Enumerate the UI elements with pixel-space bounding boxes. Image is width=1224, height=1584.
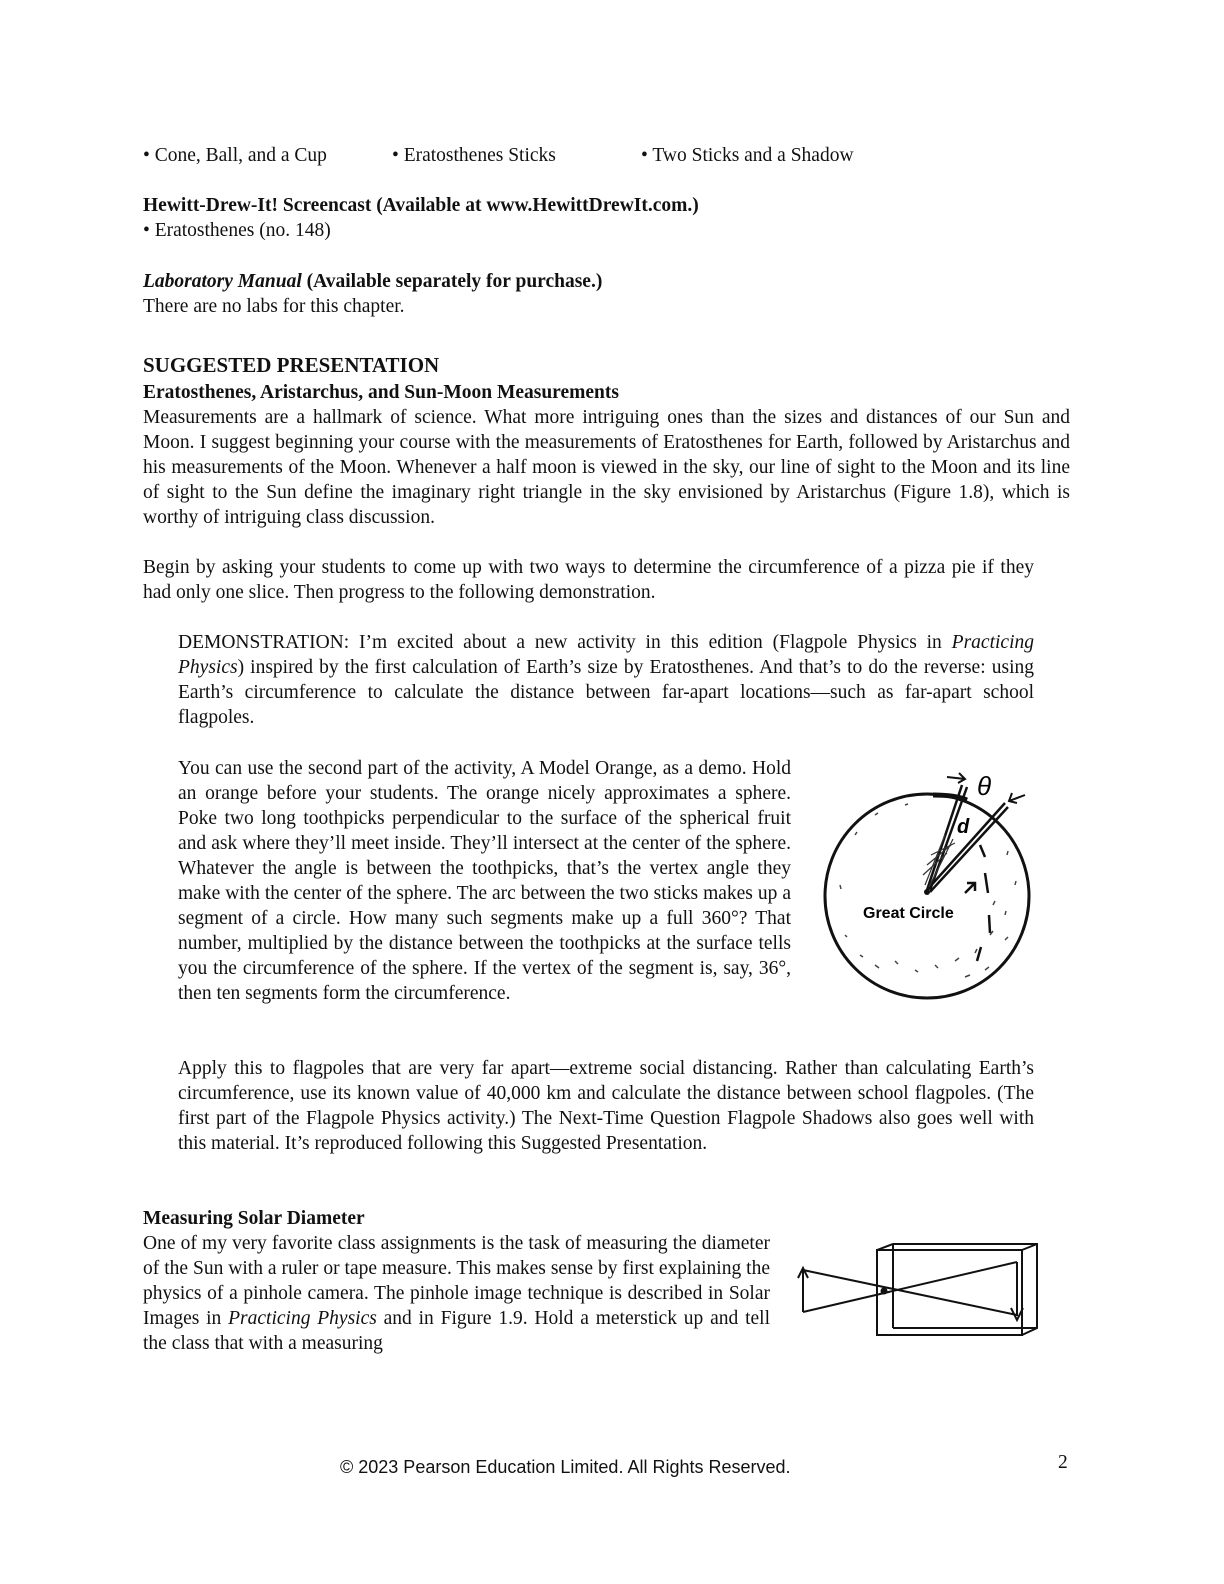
demo-text: DEMONSTRATION: I’m excited about a new activity in this edition (Flagpole Physics in (178, 632, 952, 653)
solar-book-title: Practicing Physics (228, 1308, 377, 1329)
orange-paragraph: You can use the second part of the activity, A Model Orange, as a demo. Hold an orange before your students. The orange nicely approximates a sphere. Poke two long toothpicks perpendicular to the surface of the spherical fruit and ask where they’ll meet inside. They’ll intersect at the center of the sphere. Whatever the angle is between the toothpicks, that’s the vertex angle they make with the center of the sphere. The arc between the two sticks makes up a segment of a circle. How many such segments make up a full 360°? That number, multiplied by the distance between the toothpicks at the surface tells you the circumference of the sphere. If the vertex of the segment is, say, 36°, then ten segments form the circumference. (178, 758, 791, 1004)
toothpick-crosshatch (923, 835, 955, 887)
screencast-heading: Hewitt-Drew-It! Screencast (Available at www.HewittDrewIt.com.) (143, 195, 699, 216)
resource-item: • Cone, Ball, and a Cup (143, 145, 327, 166)
great-circle-arrow (965, 883, 975, 893)
center-point (924, 889, 930, 895)
section-heading: SUGGESTED PRESENTATION (143, 353, 440, 377)
demo-book-title: Practicing Physics (178, 632, 1034, 678)
theta-arrow-right (1009, 793, 1025, 803)
presentation-paragraph: Begin by asking your students to come up with two ways to determine the circumference of a pizza pie if they had only one slice. Then progress to the following demonstration. (143, 557, 1034, 603)
copyright-footer: © 2023 Pearson Education Limited. All Rights Reserved. (340, 1457, 791, 1477)
lab-manual-title: Laboratory Manual (143, 271, 302, 292)
great-circle-figure (815, 765, 1035, 1000)
solar-paragraph (143, 1231, 770, 1356)
lab-manual-text: There are no labs for this chapter. (143, 296, 405, 317)
ray-top (803, 1270, 1017, 1315)
lab-manual-heading (143, 269, 602, 294)
camera-box-front (877, 1250, 1022, 1335)
solar-text: One of my very favorite class assignments is the task of measuring the diameter of the Sun with a ruler or tape measure. This makes sense by first explaining the physics of a pinhole camera. The pinhole image technique is described in Solar Images in (143, 1233, 770, 1329)
demo-text: ) inspired by the first calculation of Earth’s size by Eratosthenes. And that’s to do the reverse: using Earth’s circumference to calculate the distance between far-apart locations—such as far-apart school flagpoles. (178, 657, 1034, 728)
solar-heading: Measuring Solar Diameter (143, 1208, 365, 1229)
sphere-outline (825, 794, 1029, 998)
theta-symbol: θ (977, 771, 992, 801)
ray-bottom (803, 1262, 1017, 1312)
apply-paragraph: Apply this to flagpoles that are very far apart—extreme social distancing. Rather than calculating Earth’s circumference, use its known value of 40,000 km and calculate the distance between school flagpoles. (The first part of the Flagpole Physics activity.) The Next-Time Question Flagpole Shadows also goes well with this material. It’s reproduced following this Suggested Presentation. (178, 1058, 1034, 1154)
presentation-paragraph: Measurements are a hallmark of science. What more intriguing ones than the sizes and distances of our Sun and Moon. I suggest beginning your course with the measurements of Eratosthenes for Earth, followed by Aristarchus and his measurements of the Moon. Whenever a half moon is viewed in the sky, our line of sight to the Moon and its line of sight to the Sun define the imaginary right triangle in the sky envisioned by Aristarchus (Figure 1.8), which is worthy of intriguing class discussion. (143, 407, 1070, 528)
resource-item: • Two Sticks and a Shadow (641, 145, 854, 166)
demonstration-paragraph (178, 630, 1034, 730)
page-number: 2 (1058, 1452, 1068, 1473)
great-circle-dashes (977, 845, 990, 961)
pinhole-camera-figure (795, 1240, 1045, 1345)
resource-item: • Eratosthenes Sticks (392, 145, 556, 166)
resource-list (143, 143, 1043, 168)
section-subheading: Eratosthenes, Aristarchus, and Sun-Moon Measurements (143, 382, 619, 403)
screencast-item: • Eratosthenes (no. 148) (143, 220, 331, 241)
d-label: d (957, 816, 970, 838)
solar-text: and in Figure 1.9. Hold a meterstick up and tell the class that with a measuring (143, 1308, 770, 1354)
great-circle-label: Great Circle (863, 905, 954, 922)
lab-manual-note: (Available separately for purchase.) (301, 271, 603, 292)
pinhole (881, 1288, 888, 1295)
theta-arrow-left (947, 773, 965, 783)
